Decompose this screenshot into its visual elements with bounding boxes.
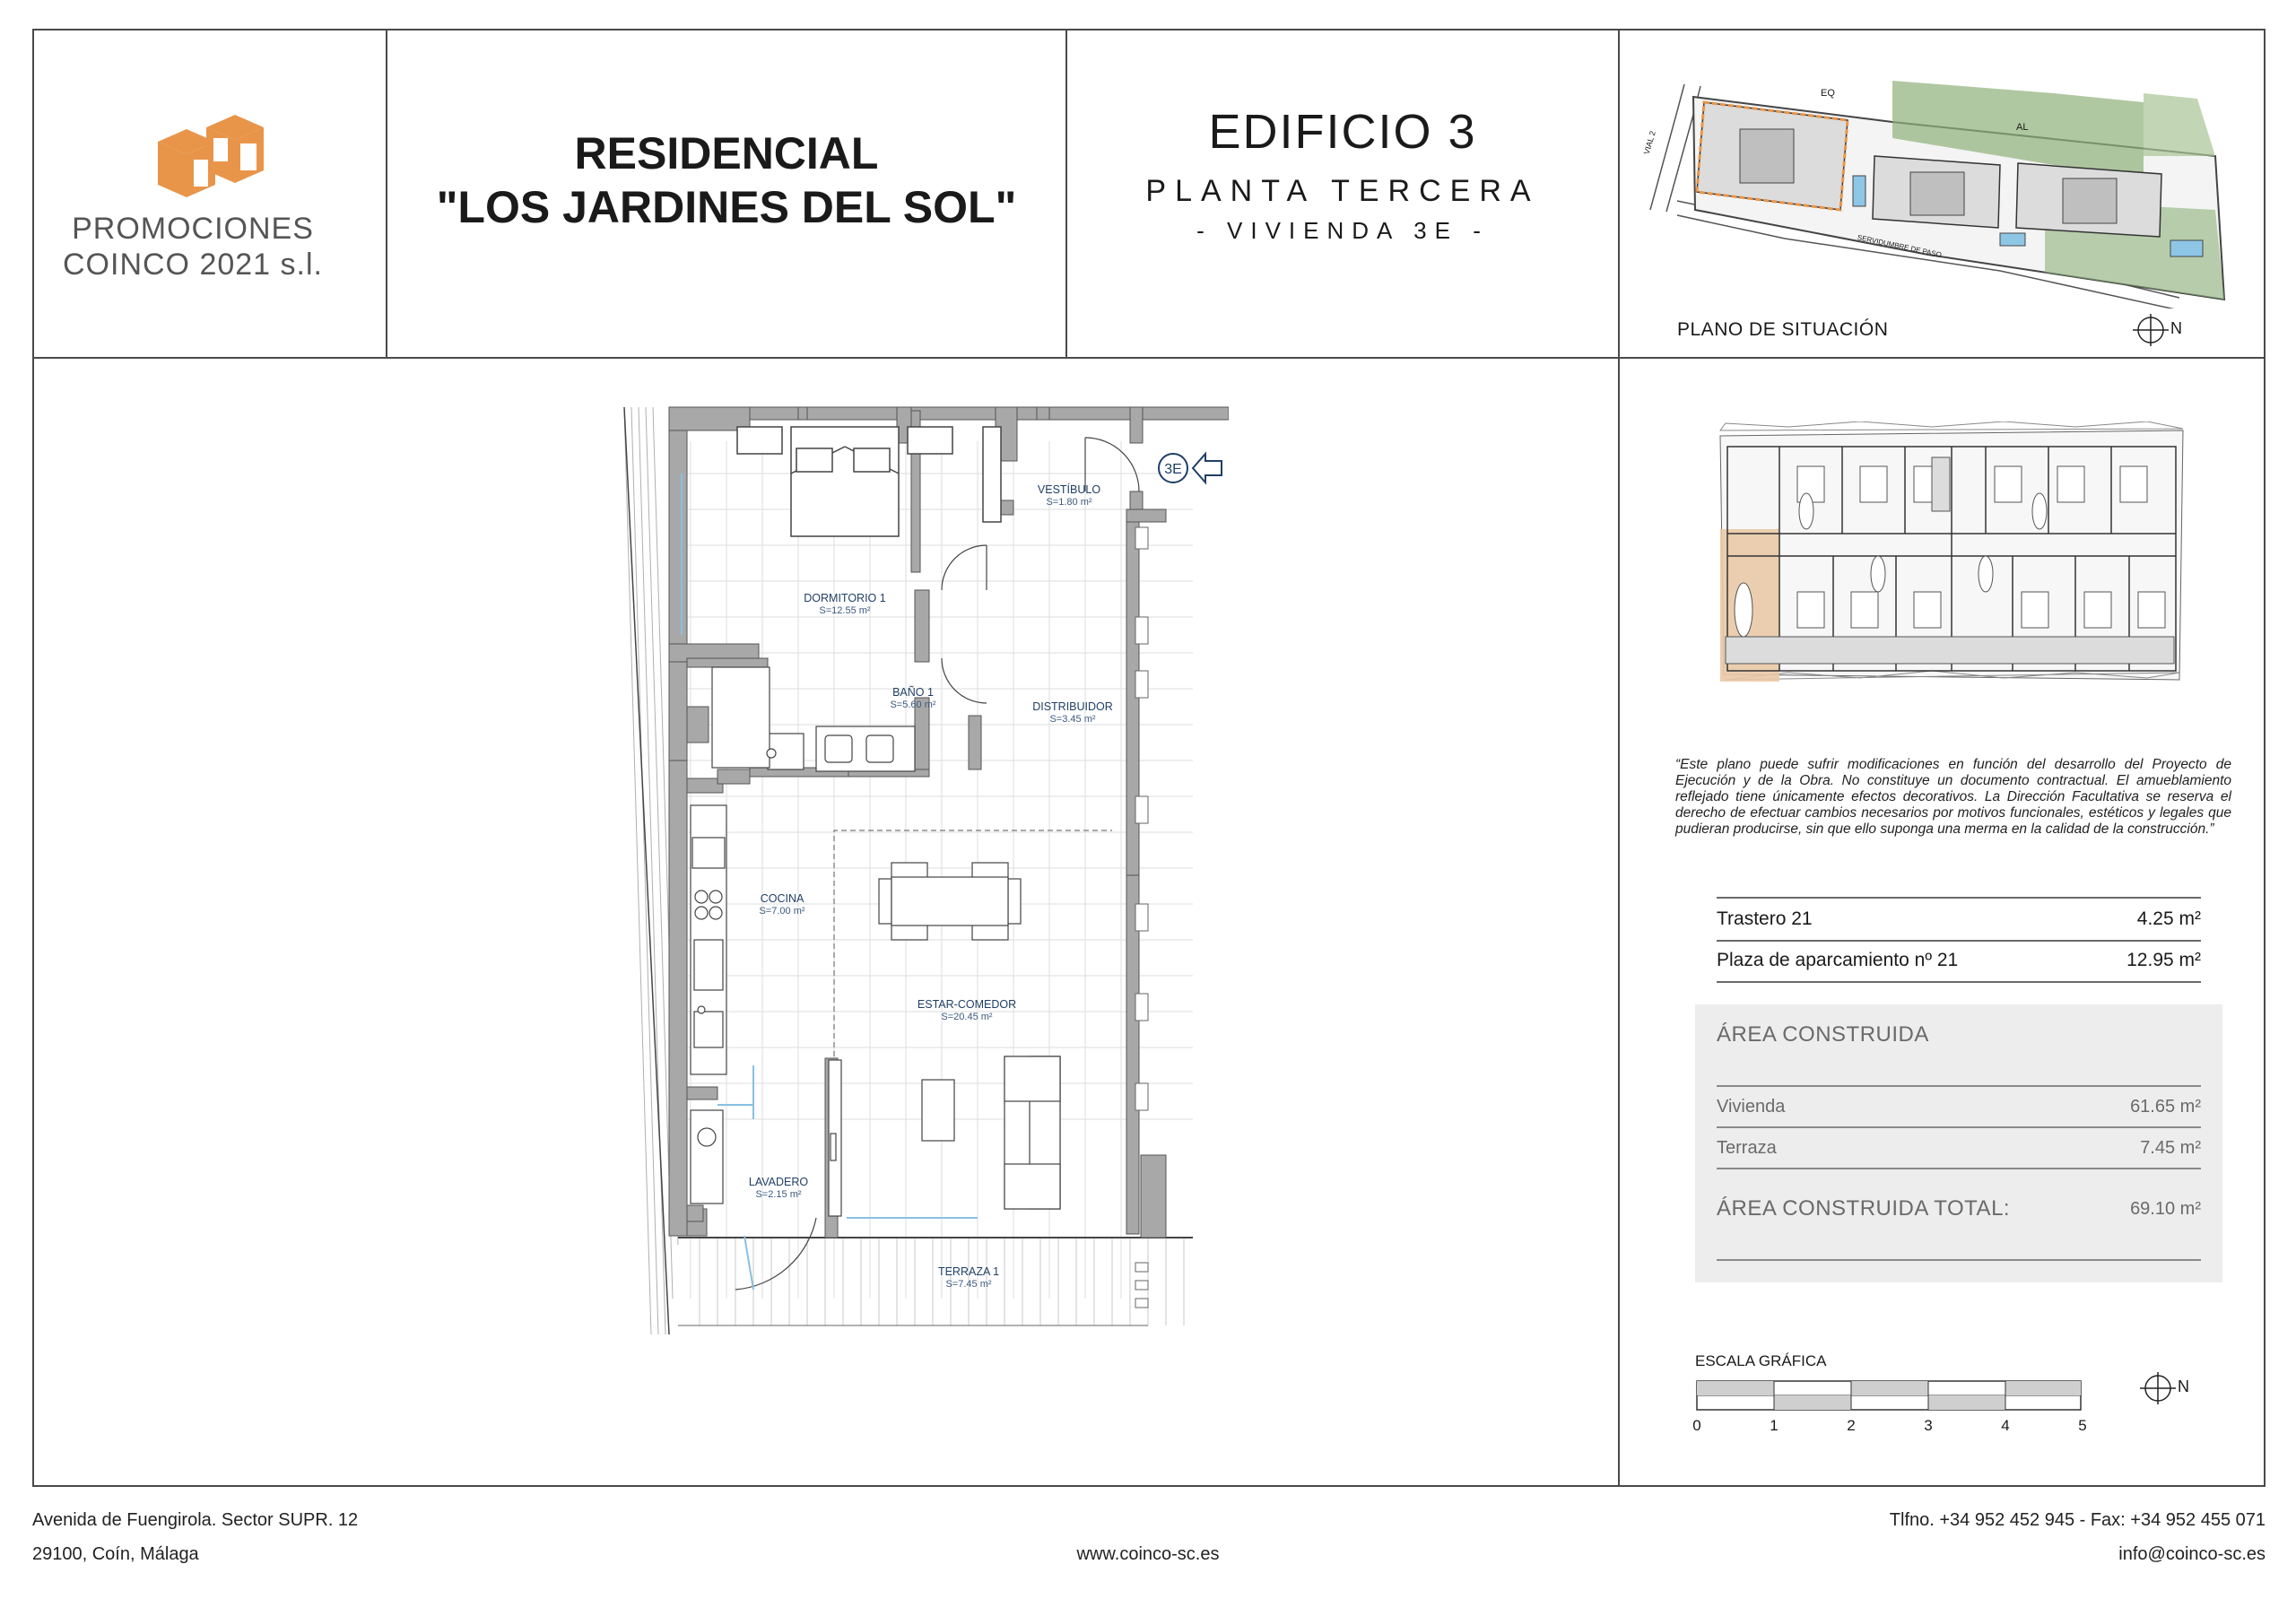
extra-value: 4.25 m²	[2136, 908, 2201, 929]
north-label: N	[2170, 319, 2182, 337]
area-label: Terraza	[1717, 1137, 1777, 1158]
area-total-value: 69.10 m²	[2130, 1198, 2201, 1219]
built-area-title: ÁREA CONSTRUIDA	[1717, 1022, 1929, 1047]
area-total-label: ÁREA CONSTRUIDA TOTAL:	[1717, 1196, 2011, 1221]
scale-title: ESCALA GRÁFICA	[1695, 1352, 1827, 1369]
floor-plan	[619, 402, 1229, 1334]
development-title-line2: "LOS JARDINES DEL SOL"	[436, 182, 1017, 232]
scale-tick: 3	[1924, 1417, 1933, 1434]
site-tag-eq: EQ	[1821, 88, 1835, 99]
area-value: 7.45 m²	[2140, 1137, 2201, 1158]
address-line1: Avenida de Fuengirola. Sector SUPR. 12	[32, 1510, 359, 1530]
site-tag-al: AL	[2016, 122, 2029, 133]
extra-label: Trastero 21	[1717, 908, 1813, 929]
area-total-row	[1717, 1196, 2201, 1221]
north-label: N	[2178, 1377, 2189, 1395]
room-name-cocina: COCINA	[760, 892, 804, 905]
phone-fax: Tlfno. +34 952 452 945 - Fax: +34 952 455 071	[1889, 1510, 2266, 1530]
area-label: Vivienda	[1717, 1096, 1786, 1117]
area-total-rule	[1717, 1259, 2201, 1261]
building-title: EDIFICIO 3	[1208, 105, 1477, 159]
room-area-cocina: S=7.00 m²	[759, 906, 805, 917]
key-plan	[1717, 421, 2188, 682]
north-arrow-icon	[2133, 312, 2187, 348]
area-value: 61.65 m²	[2130, 1096, 2201, 1117]
room-name-distribuidor: DISTRIBUIDOR	[1032, 700, 1113, 713]
website-link[interactable]: www.coinco-sc.es	[1076, 1544, 1220, 1564]
email-link[interactable]: info@coinco-sc.es	[2118, 1544, 2266, 1564]
site-plan	[1641, 75, 2233, 309]
north-arrow-icon	[2140, 1370, 2194, 1406]
room-name-vestibulo: VESTÍBULO	[1037, 483, 1101, 496]
room-name-terraza: TERRAZA 1	[937, 1265, 1000, 1278]
site-tag-vial: VIAL 2	[1641, 129, 1657, 156]
room-area-dormitorio: S=12.55 m²	[819, 605, 871, 616]
disclaimer-text: “Este plano puede sufrir modificaciones en función del desarrollo del Proyecto de Ejecución y de la Obra. No constituye un documento contractual. El amueblamiento reflejado tiene únicamente efectos decorativos. La Dirección Facultativa se reserva el derecho de efectuar cambios necesarios por motivos funcionales, estéticos y legales que pudieran producirse, sin que ello suponga una merma en la calidad de la construcción.”	[1675, 757, 2231, 837]
scale-tick: 5	[2078, 1417, 2087, 1434]
room-area-lavadero: S=2.15 m²	[755, 1189, 802, 1200]
divider	[1618, 29, 1620, 1487]
scale-bar	[1695, 1377, 2084, 1413]
scale-tick: 0	[1692, 1417, 1701, 1434]
extra-value: 12.95 m²	[2126, 950, 2201, 970]
scale-tick: 1	[1770, 1417, 1779, 1434]
development-title-line1: RESIDENCIAL	[574, 128, 879, 178]
extra-row-parking	[1717, 940, 2201, 983]
site-plan-label: PLANO DE SITUACIÓN	[1677, 319, 1889, 340]
company-name-line1: PROMOCIONES	[72, 212, 314, 246]
unit-tag: 3E	[1164, 462, 1182, 477]
room-area-bano: S=5.60 m²	[890, 700, 936, 710]
room-area-terraza: S=7.45 m²	[945, 1279, 992, 1290]
extra-row-trastero	[1717, 899, 2201, 942]
room-name-dormitorio: DORMITORIO 1	[804, 592, 886, 604]
divider	[32, 357, 2266, 359]
company-name-line2: COINCO 2021 s.l.	[63, 248, 323, 282]
room-area-estar-comedor: S=20.45 m²	[941, 1012, 993, 1022]
extra-label: Plaza de aparcamiento nº 21	[1717, 950, 1959, 970]
floor-title: PLANTA TERCERA	[1145, 174, 1540, 208]
address-line2: 29100, Coín, Málaga	[32, 1544, 199, 1564]
scale-tick: 2	[1847, 1417, 1856, 1434]
room-area-distribuidor: S=3.45 m²	[1049, 714, 1096, 725]
area-row-terraza	[1717, 1128, 2201, 1169]
unit-title: - VIVIENDA 3E -	[1196, 217, 1489, 244]
scale-tick: 4	[2001, 1417, 2010, 1434]
area-row-vivienda	[1717, 1087, 2201, 1128]
room-name-estar-comedor: ESTAR-COMEDOR	[917, 998, 1017, 1011]
site-tag-servidumbre: SERVIDUMBRE DE PASO	[1857, 233, 1943, 259]
company-logo	[158, 115, 264, 197]
room-name-bano: BAÑO 1	[892, 686, 934, 699]
room-area-vestibulo: S=1.80 m²	[1046, 497, 1092, 508]
room-name-lavadero: LAVADERO	[748, 1176, 809, 1188]
